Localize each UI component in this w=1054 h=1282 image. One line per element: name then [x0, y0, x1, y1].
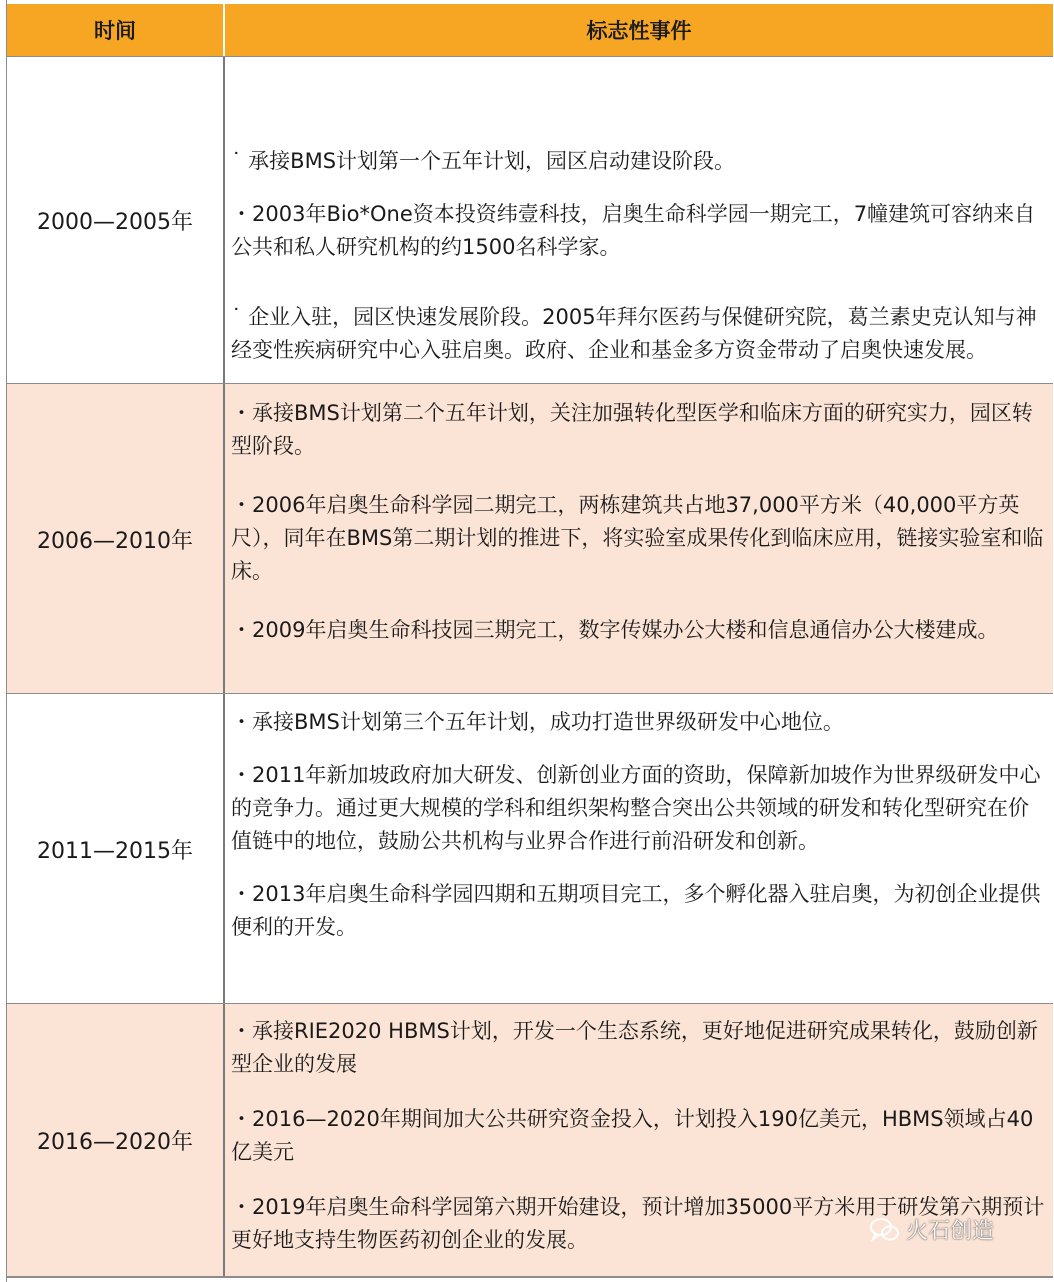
header-time: 时间	[7, 4, 225, 56]
event-item: ・承接BMS计划第三个五年计划，成功打造世界级研发中心地位。	[231, 710, 844, 734]
period-cell: 2006—2010年	[7, 384, 225, 694]
table-row	[7, 56, 1053, 384]
events-cell	[225, 57, 1053, 384]
period-cell: 2016—2020年	[7, 1004, 225, 1277]
event-item: ・承接BMS计划第二个五年计划，关注加强转化型医学和临床方面的研究实力，园区转型阶段。	[231, 401, 1033, 458]
event-item: ・2003年Bio*One资本投资纬壹科技，启奥生命科学园一期完工，7幢建筑可容纳来自公共和私人研究机构的约1500名科学家。	[231, 202, 1036, 259]
table-bottom-border	[7, 1276, 1053, 1278]
table-header	[7, 4, 1053, 56]
period-cell: 2011—2015年	[7, 694, 225, 1004]
event-item: ˙ 企业入驻，园区快速发展阶段。2005年拜尔医药与保健研究院，葛兰素史克认知与神经变性疾病研究中心入驻启奥。政府、企业和基金多方资金带动了启奥快速发展。	[231, 305, 1037, 362]
table-row	[7, 693, 1053, 1004]
period-cell: 2000—2005年	[7, 57, 225, 384]
header-event: 标志性事件	[586, 19, 692, 43]
watermark-text: 火石创造	[906, 1219, 995, 1244]
event-item: ˙ 承接BMS计划第一个五年计划，园区启动建设阶段。	[231, 149, 736, 173]
events-cell	[225, 384, 1053, 694]
event-item: ・2009年启奥生命科技园三期完工，数字传媒办公大楼和信息通信办公大楼建成。	[231, 618, 999, 642]
event-item: ・2016—2020年期间加大公共研究资金投入，计划投入190亿美元，HBMS领域占40亿美元	[231, 1107, 1034, 1164]
event-item: ・2011年新加坡政府加大研发、创新创业方面的资助，保障新加坡作为世界级研发中心的竞争力。通过更大规模的学科和组织架构整合突出公共领域的研发和转化型研究在价值链中的地位，鼓励公共机构与业界合作进行前沿研发和创新。	[231, 763, 1041, 853]
event-item: ・2006年启奥生命科学园二期完工，两栋建筑共占地37,000平方米（40,000平方英尺），同年在BMS第二期计划的推进下，将实验室成果传化到临床应用，链接实验室和临床。	[231, 493, 1044, 583]
wechat-icon	[870, 1217, 900, 1243]
events-cell	[225, 694, 1053, 1004]
table-row	[7, 383, 1053, 694]
event-item: ・承接RIE2020 HBMS计划，开发一个生态系统，更好地促进研究成果转化，鼓励创新型企业的发展	[231, 1019, 1038, 1076]
timeline-table	[6, 0, 1053, 1282]
event-item: ・2013年启奥生命科学园四期和五期项目完工，多个孵化器入驻启奥，为初创企业提供便利的开发。	[231, 882, 1041, 939]
watermark	[870, 1214, 994, 1245]
event-item: ・2019年启奥生命科学园第六期开始建设，预计增加35000平方米用于研发第六期预计更好地支持生物医药初创企业的发展。	[231, 1195, 1045, 1252]
